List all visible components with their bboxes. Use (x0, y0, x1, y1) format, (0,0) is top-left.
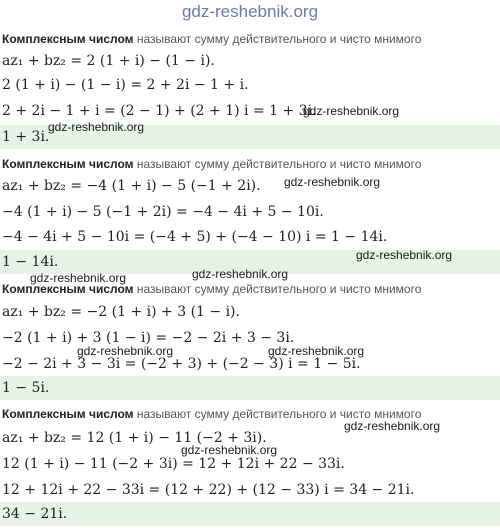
section-2-line-2: −4 (1 + i) − 5 (−1 + 2i) = −4 − 4i + 5 − 10i. (2, 204, 324, 220)
watermark: gdz-reshebnik.org (48, 120, 145, 134)
section-1-line-2: 2 (1 + i) − (1 − i) = 2 + 2i − 1 + i. (2, 77, 249, 93)
section-1-heading-term: Комплексным числом (2, 32, 134, 46)
section-2-line-3: −4 − 4i + 5 − 10i = (−4 + 5) + (−4 − 10) i = 1 − 14i. (2, 229, 388, 245)
section-2-heading-text: называют сумму действительного и чисто мнимого (133, 157, 422, 171)
section-3-answer-text: 1 − 5i. (2, 380, 50, 396)
watermark: gdz-reshebnik.org (192, 267, 289, 281)
section-4-answer (0, 502, 500, 526)
watermark: gdz-reshebnik.org (181, 443, 278, 457)
section-1-line-3: 2 + 2i − 1 + i = (2 − 1) + (2 + 1) i = 1 + 3i. (2, 103, 317, 119)
section-3-heading-term: Комплексным числом (2, 282, 134, 296)
section-3-line-1: az₁ + bz₂ = −2 (1 + i) + 3 (1 − i). (2, 304, 240, 320)
watermark: gdz-reshebnik.org (77, 344, 174, 358)
watermark: gdz-reshebnik.org (356, 248, 453, 262)
section-1-heading (2, 30, 421, 48)
section-4-heading-term: Комплексным числом (2, 407, 134, 421)
section-2-line-1: az₁ + bz₂ = −4 (1 + i) − 5 (−1 + 2i). (2, 178, 261, 194)
section-4-heading-text: называют сумму действительного и чисто мнимого (133, 407, 422, 421)
watermark: gdz-reshebnik.org (344, 419, 441, 433)
section-3-answer (0, 376, 500, 400)
section-3-line-3: −2 − 2i + 3 − 3i = (−2 + 3) + (−2 − 3) i = 1 − 5i. (2, 356, 361, 372)
watermark: gdz-reshebnik.org (268, 344, 365, 358)
section-4-line-2: 12 (1 + i) − 11 (−2 + 3i) = 12 + 12i + 22 − 33i. (2, 456, 345, 472)
section-4-answer-text: 34 − 21i. (2, 506, 68, 522)
section-2-heading-term: Комплексным числом (2, 157, 134, 171)
section-4-line-3: 12 + 12i + 22 − 33i = (12 + 22) + (12 − 33) i = 34 − 21i. (2, 482, 415, 498)
watermark: gdz-reshebnik.org (30, 271, 127, 285)
section-1-heading-text: называют сумму действительного и чисто мнимого (133, 32, 422, 46)
site-title: gdz-reshebnik.org (181, 2, 319, 21)
section-2-heading (2, 155, 421, 173)
site-header (0, 0, 500, 24)
section-4-line-1: az₁ + bz₂ = 12 (1 + i) − 11 (−2 + 3i). (2, 430, 267, 446)
watermark: gdz-reshebnik.org (284, 175, 381, 189)
watermark: gdz-reshebnik.org (303, 104, 400, 118)
section-3-line-2: −2 (1 + i) + 3 (1 − i) = −2 − 2i + 3 − 3i. (2, 330, 295, 346)
section-1-line-1: az₁ + bz₂ = 2 (1 + i) − (1 − i). (2, 53, 215, 69)
section-2-answer-text: 1 − 14i. (2, 254, 59, 270)
section-3-heading-text: называют сумму действительного и чисто мнимого (133, 282, 422, 296)
section-1-answer-text: 1 + 3i. (2, 129, 50, 145)
